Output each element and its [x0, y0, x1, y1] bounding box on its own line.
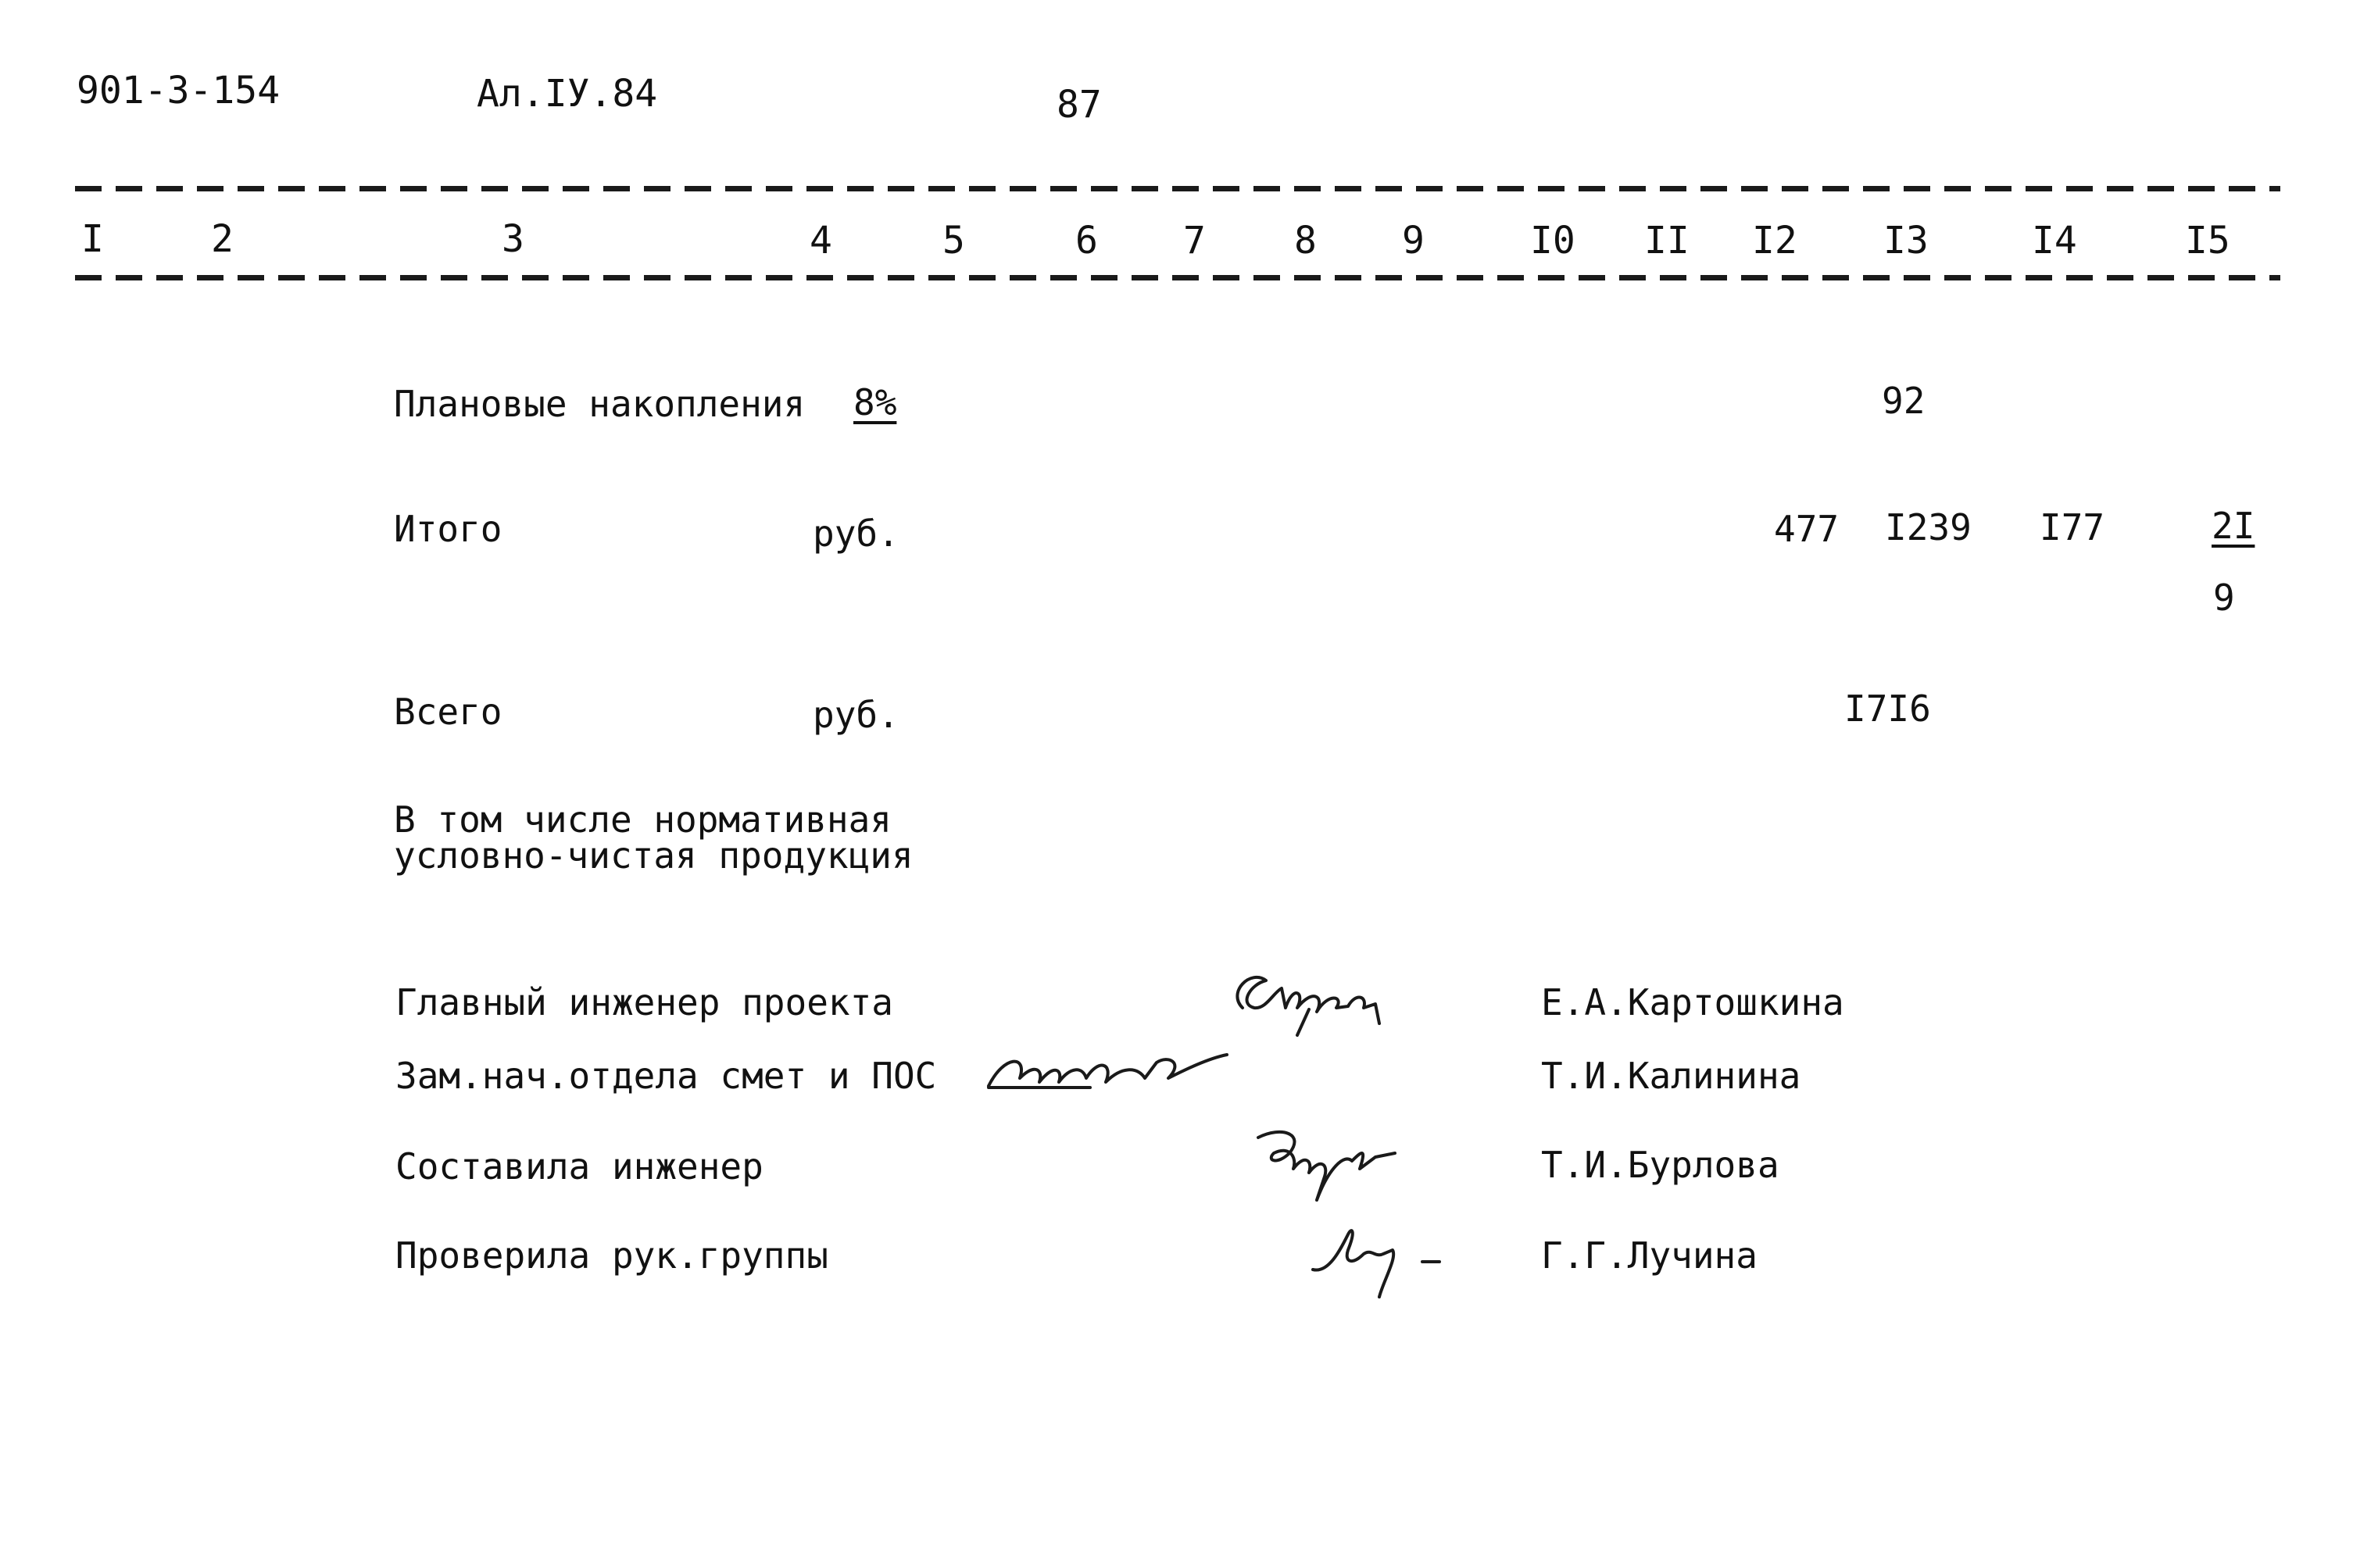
column-header-13: I3: [1883, 219, 1929, 263]
signature-1: [1219, 961, 1407, 1039]
top-dashed-rule: [75, 186, 2280, 191]
normative-production-note: [394, 798, 914, 877]
itogo-col14-value: I77: [2040, 506, 2105, 548]
column-header-5: 5: [942, 219, 965, 263]
signatory-role-3: Составила инженер: [395, 1145, 763, 1188]
signatory-role-4: Проверила рук.группы: [395, 1234, 828, 1277]
column-header-6: 6: [1075, 219, 1098, 263]
column-header-3: 3: [502, 217, 524, 261]
document-code: 901-3-154: [77, 69, 281, 113]
column-header-4: 4: [810, 219, 832, 263]
itogo-col15-bottom: 9: [2213, 577, 2235, 619]
signatory-name-4: Г.Г.Лучина: [1541, 1234, 1758, 1277]
vsego-label: Всего: [394, 691, 502, 733]
column-header-10: I0: [1530, 219, 1575, 263]
itogo-col12-value: 477: [1774, 508, 1840, 550]
column-header-7: 7: [1183, 219, 1206, 263]
album-code: Ал.IУ.84: [477, 72, 658, 116]
normative-line-1: В том числе нормативная: [394, 798, 892, 841]
column-header-15: I5: [2185, 219, 2230, 263]
column-header-8: 8: [1294, 219, 1317, 263]
planned-accumulation-label: Плановые накопления: [394, 383, 806, 425]
vsego-unit: руб.: [813, 694, 899, 736]
signatory-name-3: Т.И.Бурлова: [1541, 1144, 1779, 1186]
signatory-name-1: Е.А.Картошкина: [1541, 981, 1844, 1023]
signature-4: [1305, 1219, 1477, 1305]
normative-line-2: условно-чистая продукция: [394, 834, 914, 877]
signatory-name-2: Т.И.Калинина: [1541, 1055, 1801, 1097]
column-header-14: I4: [2032, 219, 2077, 263]
itogo-unit: руб.: [813, 513, 899, 555]
planned-accumulation-percent: 8%: [853, 381, 897, 423]
signatory-role-1: Главный инженер проекта: [395, 981, 893, 1023]
planned-col13-value: 92: [1882, 380, 1926, 422]
vsego-col13-value: I7I6: [1844, 688, 1931, 730]
bottom-dashed-rule: [75, 275, 2280, 280]
page-number: 87: [1057, 83, 1102, 127]
itogo-col15-top: 2I: [2212, 505, 2255, 547]
column-header-1: I: [81, 217, 104, 261]
column-header-9: 9: [1402, 219, 1425, 263]
itogo-col13-value: I239: [1885, 506, 1972, 548]
column-header-11: II: [1644, 219, 1690, 263]
signature-3: [1243, 1122, 1414, 1208]
itogo-label: Итого: [394, 508, 502, 550]
signatory-role-2: Зам.нач.отдела смет и ПОС: [395, 1055, 937, 1097]
column-header-12: I2: [1752, 219, 1797, 263]
column-header-2: 2: [211, 217, 234, 261]
signature-2: [981, 1039, 1231, 1102]
